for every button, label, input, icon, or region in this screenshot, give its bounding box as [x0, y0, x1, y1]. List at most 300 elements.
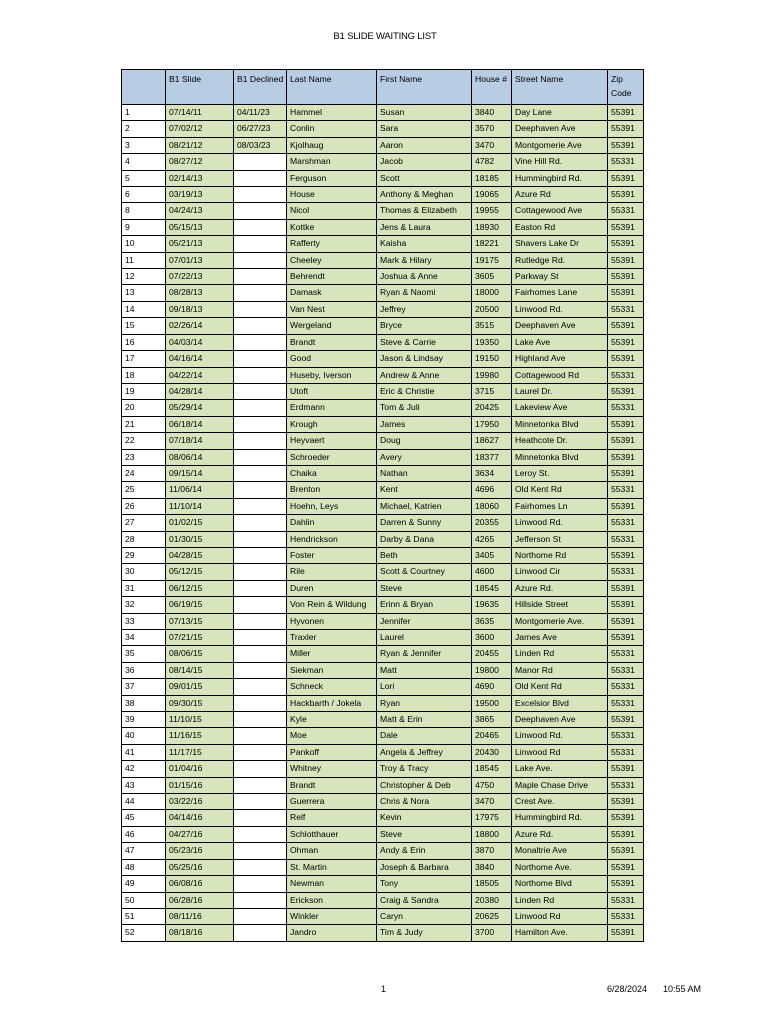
- cell-last-name: Ferguson: [287, 170, 377, 186]
- cell-last-name: Dahlin: [287, 515, 377, 531]
- table-row: [122, 252, 644, 268]
- cell-house-number: 3700: [472, 925, 512, 941]
- cell-street-name: Linwood Rd: [512, 744, 608, 760]
- cell-street-name: Linwood Rd: [512, 908, 608, 924]
- table-row: [122, 105, 644, 121]
- cell-b1-slide: 11/10/14: [166, 498, 234, 514]
- cell-b1-slide: 06/12/15: [166, 580, 234, 596]
- table-row: [122, 449, 644, 465]
- cell-b1-slide: 01/04/16: [166, 761, 234, 777]
- cell-first-name: Lori: [377, 679, 472, 695]
- cell-street-name: Hummingbird Rd.: [512, 170, 608, 186]
- cell-first-name: Andy & Erin: [377, 843, 472, 859]
- cell-street-name: Old Kent Rd: [512, 679, 608, 695]
- cell-street-name: Hamilton Ave.: [512, 925, 608, 941]
- table-row: [122, 269, 644, 285]
- cell-street-name: Montgomerie Ave: [512, 137, 608, 153]
- cell-street-name: Cottagewood Rd: [512, 367, 608, 383]
- cell-b1-declined: [234, 712, 287, 728]
- cell-number: 41: [122, 744, 166, 760]
- cell-last-name: Von Rein & Wildung: [287, 597, 377, 613]
- cell-first-name: Darby & Dana: [377, 531, 472, 547]
- table-row: [122, 285, 644, 301]
- cell-number: 42: [122, 761, 166, 777]
- cell-first-name: Caryn: [377, 908, 472, 924]
- table-row: [122, 761, 644, 777]
- cell-street-name: Fairhomes Lane: [512, 285, 608, 301]
- cell-house-number: 20625: [472, 908, 512, 924]
- cell-number: 1: [122, 105, 166, 121]
- cell-number: 5: [122, 170, 166, 186]
- cell-number: 44: [122, 794, 166, 810]
- cell-b1-slide: 05/29/14: [166, 400, 234, 416]
- cell-last-name: Erdmann: [287, 400, 377, 416]
- cell-street-name: Linwood Cir: [512, 564, 608, 580]
- cell-number: 45: [122, 810, 166, 826]
- cell-last-name: Erickson: [287, 892, 377, 908]
- table-row: [122, 646, 644, 662]
- cell-house-number: 20425: [472, 400, 512, 416]
- cell-number: 52: [122, 925, 166, 941]
- table-row: [122, 547, 644, 563]
- cell-zip-code: 55391: [608, 876, 644, 892]
- cell-number: 6: [122, 187, 166, 203]
- cell-first-name: Kaisha: [377, 236, 472, 252]
- cell-b1-slide: 08/27/12: [166, 154, 234, 170]
- cell-zip-code: 55391: [608, 859, 644, 875]
- cell-number: 24: [122, 465, 166, 481]
- cell-last-name: Good: [287, 351, 377, 367]
- cell-first-name: Susan: [377, 105, 472, 121]
- cell-first-name: Eric & Christie: [377, 383, 472, 399]
- cell-number: 2: [122, 121, 166, 137]
- cell-first-name: Scott: [377, 170, 472, 186]
- cell-b1-slide: 07/02/12: [166, 121, 234, 137]
- cell-street-name: Northome Rd: [512, 547, 608, 563]
- cell-b1-declined: [234, 531, 287, 547]
- table-row: [122, 187, 644, 203]
- cell-street-name: Day Lane: [512, 105, 608, 121]
- cell-b1-declined: [234, 580, 287, 596]
- cell-house-number: 19955: [472, 203, 512, 219]
- cell-zip-code: 55391: [608, 318, 644, 334]
- cell-b1-slide: 04/16/14: [166, 351, 234, 367]
- cell-number: 48: [122, 859, 166, 875]
- cell-number: 10: [122, 236, 166, 252]
- cell-last-name: Moe: [287, 728, 377, 744]
- cell-house-number: 3865: [472, 712, 512, 728]
- cell-first-name: Joseph & Barbara: [377, 859, 472, 875]
- cell-street-name: Monaltrie Ave: [512, 843, 608, 859]
- cell-street-name: Leroy St.: [512, 465, 608, 481]
- cell-zip-code: 55331: [608, 367, 644, 383]
- cell-house-number: 18000: [472, 285, 512, 301]
- cell-b1-declined: [234, 269, 287, 285]
- cell-b1-declined: 06/27/23: [234, 121, 287, 137]
- cell-house-number: 19350: [472, 334, 512, 350]
- cell-last-name: Rafferty: [287, 236, 377, 252]
- cell-last-name: Whitney: [287, 761, 377, 777]
- cell-street-name: Montgomerie Ave.: [512, 613, 608, 629]
- cell-house-number: 18930: [472, 219, 512, 235]
- cell-number: 32: [122, 597, 166, 613]
- cell-number: 31: [122, 580, 166, 596]
- cell-b1-declined: [234, 744, 287, 760]
- cell-number: 39: [122, 712, 166, 728]
- cell-number: 26: [122, 498, 166, 514]
- cell-zip-code: 55391: [608, 334, 644, 350]
- cell-last-name: Conlin: [287, 121, 377, 137]
- cell-street-name: Lake Ave: [512, 334, 608, 350]
- cell-first-name: Matt & Erin: [377, 712, 472, 728]
- cell-street-name: Shavers Lake Dr: [512, 236, 608, 252]
- table-row: [122, 580, 644, 596]
- table-row: [122, 728, 644, 744]
- cell-street-name: Hillside Street: [512, 597, 608, 613]
- cell-b1-declined: [234, 482, 287, 498]
- table-row: [122, 826, 644, 842]
- cell-zip-code: 55391: [608, 449, 644, 465]
- table-row: [122, 925, 644, 941]
- cell-b1-declined: [234, 630, 287, 646]
- cell-zip-code: 55391: [608, 498, 644, 514]
- cell-last-name: Hyvonen: [287, 613, 377, 629]
- cell-first-name: Jeffrey: [377, 301, 472, 317]
- header-row: [122, 70, 644, 105]
- cell-b1-slide: 05/21/13: [166, 236, 234, 252]
- cell-b1-slide: 11/10/15: [166, 712, 234, 728]
- cell-b1-slide: 06/08/16: [166, 876, 234, 892]
- table-row: [122, 154, 644, 170]
- cell-street-name: Fairhomes Ln: [512, 498, 608, 514]
- header-first-name: First Name: [377, 70, 472, 105]
- table-row: [122, 170, 644, 186]
- cell-zip-code: 55331: [608, 646, 644, 662]
- cell-first-name: Bryce: [377, 318, 472, 334]
- cell-first-name: Tony: [377, 876, 472, 892]
- cell-b1-slide: 09/18/13: [166, 301, 234, 317]
- cell-street-name: Rutledge Rd.: [512, 252, 608, 268]
- cell-zip-code: 55331: [608, 400, 644, 416]
- table-row: [122, 219, 644, 235]
- cell-b1-slide: 06/19/15: [166, 597, 234, 613]
- table-row: [122, 482, 644, 498]
- cell-number: 40: [122, 728, 166, 744]
- cell-house-number: 4265: [472, 531, 512, 547]
- cell-first-name: Erinn & Bryan: [377, 597, 472, 613]
- cell-house-number: 18800: [472, 826, 512, 842]
- cell-zip-code: 55331: [608, 908, 644, 924]
- table-row: [122, 892, 644, 908]
- cell-zip-code: 55391: [608, 416, 644, 432]
- cell-street-name: Excelsior Blvd: [512, 695, 608, 711]
- cell-zip-code: 55331: [608, 564, 644, 580]
- cell-last-name: Traxler: [287, 630, 377, 646]
- cell-number: 49: [122, 876, 166, 892]
- cell-house-number: 18545: [472, 761, 512, 777]
- cell-house-number: 18377: [472, 449, 512, 465]
- cell-house-number: 4782: [472, 154, 512, 170]
- table-row: [122, 383, 644, 399]
- cell-number: 3: [122, 137, 166, 153]
- cell-street-name: Minnetonka Blvd: [512, 416, 608, 432]
- cell-first-name: Craig & Sandra: [377, 892, 472, 908]
- cell-street-name: Highland Ave: [512, 351, 608, 367]
- cell-house-number: 19635: [472, 597, 512, 613]
- cell-street-name: Linwood Rd.: [512, 301, 608, 317]
- cell-number: 19: [122, 383, 166, 399]
- cell-first-name: Jacob: [377, 154, 472, 170]
- cell-b1-declined: [234, 383, 287, 399]
- cell-b1-slide: 08/06/14: [166, 449, 234, 465]
- cell-b1-declined: [234, 646, 287, 662]
- table-row: [122, 137, 644, 153]
- cell-house-number: 18505: [472, 876, 512, 892]
- cell-last-name: Hendrickson: [287, 531, 377, 547]
- cell-street-name: Deephaven Ave: [512, 712, 608, 728]
- cell-b1-declined: [234, 416, 287, 432]
- cell-number: 37: [122, 679, 166, 695]
- cell-street-name: Azure Rd.: [512, 826, 608, 842]
- cell-b1-slide: 07/01/13: [166, 252, 234, 268]
- cell-first-name: Steve & Carrie: [377, 334, 472, 350]
- cell-house-number: 3634: [472, 465, 512, 481]
- cell-b1-slide: 04/14/16: [166, 810, 234, 826]
- table-row: [122, 810, 644, 826]
- cell-b1-slide: 08/28/13: [166, 285, 234, 301]
- cell-zip-code: 55391: [608, 252, 644, 268]
- cell-last-name: Damask: [287, 285, 377, 301]
- cell-b1-declined: [234, 859, 287, 875]
- cell-number: 51: [122, 908, 166, 924]
- cell-b1-declined: [234, 498, 287, 514]
- header-number: [122, 70, 166, 105]
- cell-number: 30: [122, 564, 166, 580]
- cell-house-number: 20455: [472, 646, 512, 662]
- cell-last-name: Pankoff: [287, 744, 377, 760]
- cell-last-name: Relf: [287, 810, 377, 826]
- cell-b1-slide: 02/26/14: [166, 318, 234, 334]
- cell-zip-code: 55391: [608, 580, 644, 596]
- cell-first-name: Jason & Lindsay: [377, 351, 472, 367]
- cell-number: 47: [122, 843, 166, 859]
- cell-zip-code: 55331: [608, 482, 644, 498]
- header-zip-code: Zip Code: [608, 70, 644, 105]
- cell-b1-declined: [234, 547, 287, 563]
- table-row: [122, 416, 644, 432]
- cell-street-name: Cottagewood Ave: [512, 203, 608, 219]
- cell-house-number: 18221: [472, 236, 512, 252]
- page-number: 1: [381, 984, 387, 994]
- cell-b1-declined: [234, 515, 287, 531]
- cell-last-name: Hoehn, Leys: [287, 498, 377, 514]
- cell-b1-declined: [234, 449, 287, 465]
- cell-first-name: Matt: [377, 662, 472, 678]
- cell-last-name: Foster: [287, 547, 377, 563]
- cell-number: 22: [122, 433, 166, 449]
- cell-street-name: Vine Hill Rd.: [512, 154, 608, 170]
- cell-zip-code: 55331: [608, 892, 644, 908]
- cell-b1-slide: 09/01/15: [166, 679, 234, 695]
- cell-zip-code: 55391: [608, 137, 644, 153]
- cell-first-name: Kevin: [377, 810, 472, 826]
- cell-house-number: 17950: [472, 416, 512, 432]
- cell-first-name: Scott & Courtney: [377, 564, 472, 580]
- cell-last-name: St. Martin: [287, 859, 377, 875]
- cell-street-name: James Ave: [512, 630, 608, 646]
- cell-b1-declined: [234, 564, 287, 580]
- cell-first-name: Tim & Judy: [377, 925, 472, 941]
- cell-first-name: Mark & Hilary: [377, 252, 472, 268]
- cell-b1-declined: [234, 301, 287, 317]
- cell-number: 21: [122, 416, 166, 432]
- cell-street-name: Linden Rd: [512, 646, 608, 662]
- table-row: [122, 859, 644, 875]
- cell-house-number: 3570: [472, 121, 512, 137]
- cell-b1-slide: 03/19/13: [166, 187, 234, 203]
- cell-b1-slide: 04/24/13: [166, 203, 234, 219]
- cell-last-name: House: [287, 187, 377, 203]
- cell-number: 38: [122, 695, 166, 711]
- cell-street-name: Deephaven Ave: [512, 121, 608, 137]
- cell-b1-slide: 07/14/11: [166, 105, 234, 121]
- cell-last-name: Duren: [287, 580, 377, 596]
- cell-zip-code: 55391: [608, 170, 644, 186]
- cell-b1-declined: [234, 400, 287, 416]
- cell-zip-code: 55331: [608, 531, 644, 547]
- cell-street-name: Azure Rd: [512, 187, 608, 203]
- cell-zip-code: 55391: [608, 433, 644, 449]
- cell-number: 8: [122, 203, 166, 219]
- cell-house-number: 3470: [472, 137, 512, 153]
- cell-first-name: Angela & Jeffrey: [377, 744, 472, 760]
- cell-street-name: Minnetonka Blvd: [512, 449, 608, 465]
- cell-b1-slide: 08/11/16: [166, 908, 234, 924]
- cell-b1-slide: 05/12/15: [166, 564, 234, 580]
- cell-last-name: Guerrera: [287, 794, 377, 810]
- cell-first-name: Ryan & Jennifer: [377, 646, 472, 662]
- cell-house-number: 18060: [472, 498, 512, 514]
- cell-b1-declined: [234, 285, 287, 301]
- table-row: [122, 301, 644, 317]
- cell-house-number: 3870: [472, 843, 512, 859]
- cell-zip-code: 55391: [608, 236, 644, 252]
- cell-zip-code: 55391: [608, 826, 644, 842]
- cell-street-name: Northome Ave.: [512, 859, 608, 875]
- cell-b1-slide: 05/23/16: [166, 843, 234, 859]
- cell-number: 27: [122, 515, 166, 531]
- cell-last-name: Miller: [287, 646, 377, 662]
- cell-b1-slide: 08/21/12: [166, 137, 234, 153]
- table-row: [122, 351, 644, 367]
- cell-b1-slide: 01/15/16: [166, 777, 234, 793]
- cell-street-name: Northome Blvd: [512, 876, 608, 892]
- cell-zip-code: 55391: [608, 383, 644, 399]
- cell-last-name: Behrendt: [287, 269, 377, 285]
- cell-first-name: Anthony & Meghan: [377, 187, 472, 203]
- cell-number: 36: [122, 662, 166, 678]
- cell-house-number: 3605: [472, 269, 512, 285]
- cell-b1-declined: [234, 777, 287, 793]
- cell-last-name: Ohman: [287, 843, 377, 859]
- cell-house-number: 20465: [472, 728, 512, 744]
- table-row: [122, 564, 644, 580]
- table-row: [122, 367, 644, 383]
- cell-house-number: 3840: [472, 859, 512, 875]
- cell-zip-code: 55391: [608, 465, 644, 481]
- cell-house-number: 3405: [472, 547, 512, 563]
- cell-last-name: Utoft: [287, 383, 377, 399]
- cell-number: 23: [122, 449, 166, 465]
- table-row: [122, 662, 644, 678]
- cell-b1-declined: [234, 367, 287, 383]
- cell-house-number: 20500: [472, 301, 512, 317]
- cell-number: 28: [122, 531, 166, 547]
- cell-last-name: Chaika: [287, 465, 377, 481]
- cell-first-name: Avery: [377, 449, 472, 465]
- cell-number: 33: [122, 613, 166, 629]
- table-row: [122, 679, 644, 695]
- cell-street-name: Linden Rd: [512, 892, 608, 908]
- table-row: [122, 498, 644, 514]
- cell-last-name: Marshman: [287, 154, 377, 170]
- cell-number: 34: [122, 630, 166, 646]
- cell-b1-declined: [234, 154, 287, 170]
- cell-zip-code: 55331: [608, 301, 644, 317]
- cell-house-number: 17975: [472, 810, 512, 826]
- cell-zip-code: 55391: [608, 105, 644, 121]
- cell-last-name: Hammel: [287, 105, 377, 121]
- cell-house-number: 4600: [472, 564, 512, 580]
- cell-zip-code: 55391: [608, 712, 644, 728]
- cell-number: 29: [122, 547, 166, 563]
- cell-zip-code: 55331: [608, 679, 644, 695]
- cell-b1-slide: 03/22/16: [166, 794, 234, 810]
- cell-last-name: Brandt: [287, 777, 377, 793]
- header-house-number: House #: [472, 70, 512, 105]
- cell-last-name: Kjolhaug: [287, 137, 377, 153]
- cell-first-name: Darren & Sunny: [377, 515, 472, 531]
- cell-b1-slide: 04/22/14: [166, 367, 234, 383]
- cell-first-name: Kent: [377, 482, 472, 498]
- cell-last-name: Wergeland: [287, 318, 377, 334]
- cell-first-name: Laurel: [377, 630, 472, 646]
- cell-b1-slide: 04/27/16: [166, 826, 234, 842]
- cell-b1-declined: [234, 810, 287, 826]
- cell-street-name: Jefferson St: [512, 531, 608, 547]
- cell-first-name: Dale: [377, 728, 472, 744]
- cell-b1-declined: [234, 679, 287, 695]
- cell-b1-slide: 11/17/15: [166, 744, 234, 760]
- cell-street-name: Linwood Rd.: [512, 515, 608, 531]
- cell-number: 43: [122, 777, 166, 793]
- cell-last-name: Hackbarth / Jokela: [287, 695, 377, 711]
- cell-number: 4: [122, 154, 166, 170]
- cell-first-name: Ryan: [377, 695, 472, 711]
- cell-zip-code: 55391: [608, 269, 644, 285]
- cell-b1-declined: [234, 187, 287, 203]
- cell-last-name: Newman: [287, 876, 377, 892]
- table-row: [122, 531, 644, 547]
- cell-b1-slide: 09/30/15: [166, 695, 234, 711]
- cell-house-number: 3840: [472, 105, 512, 121]
- cell-first-name: Nathan: [377, 465, 472, 481]
- cell-house-number: 18185: [472, 170, 512, 186]
- cell-zip-code: 55391: [608, 597, 644, 613]
- cell-b1-declined: [234, 219, 287, 235]
- table-row: [122, 121, 644, 137]
- cell-house-number: 20355: [472, 515, 512, 531]
